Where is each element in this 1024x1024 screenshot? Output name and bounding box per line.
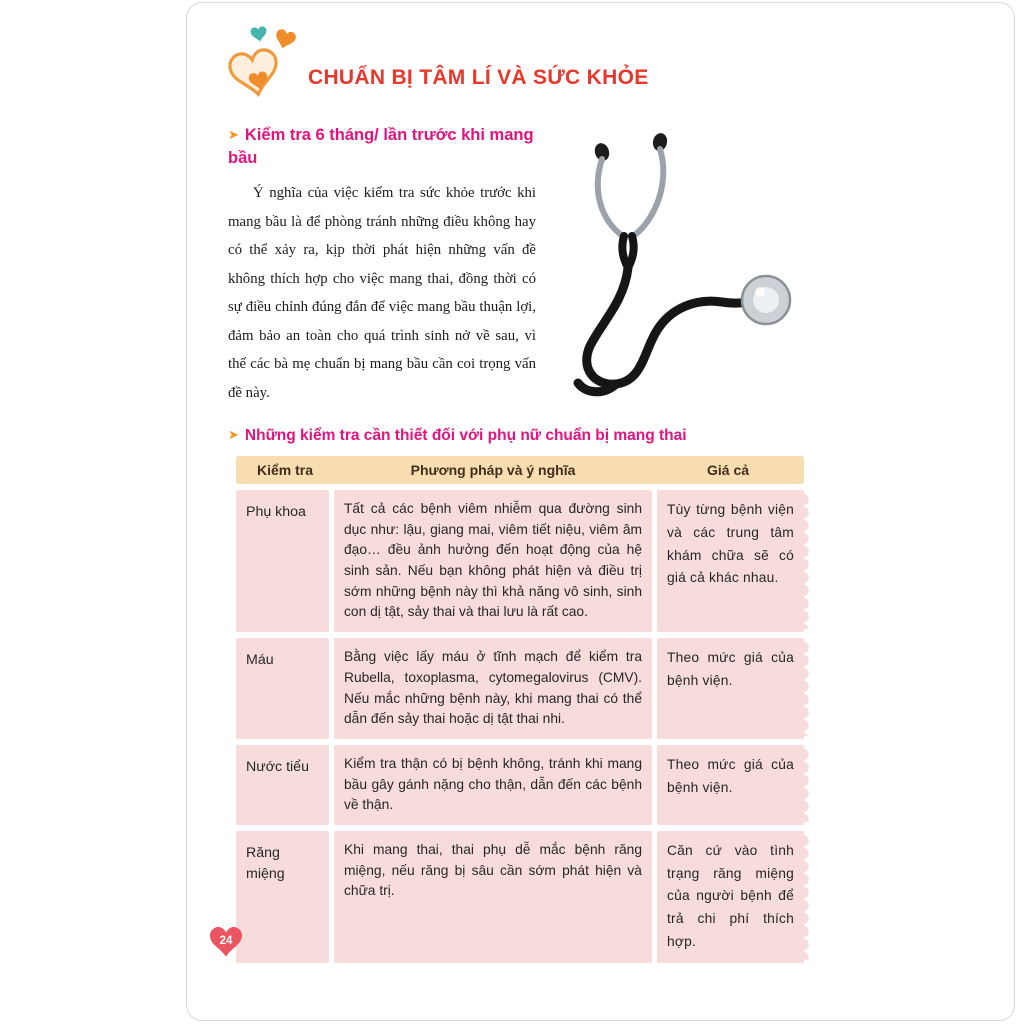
arrow-bullet-icon: ➤ bbox=[228, 427, 239, 442]
table-header-price: Giá cả bbox=[706, 462, 750, 478]
stethoscope-image bbox=[544, 132, 800, 400]
table-row bbox=[236, 638, 804, 739]
table-row bbox=[236, 490, 804, 632]
table-header-method: Phương pháp và ý nghĩa bbox=[410, 462, 576, 478]
section-heading-checkup-label: Kiểm tra 6 tháng/ lần trước khi mang bầu bbox=[228, 126, 534, 167]
hearts-decoration-icon bbox=[220, 24, 310, 118]
stethoscope-column bbox=[536, 124, 808, 400]
arrow-bullet-icon: ➤ bbox=[228, 127, 239, 142]
cell-method: Kiểm tra thận có bị bệnh không, tránh khi mang bầu gây gánh nặng cho thận, dẫn đến các bệnh về thận. bbox=[334, 745, 652, 825]
masthead bbox=[228, 22, 808, 124]
page-title: CHUẨN BỊ TÂM LÍ VÀ SỨC KHỎE bbox=[308, 66, 649, 89]
section-heading-checkup bbox=[228, 124, 536, 170]
tests-table bbox=[236, 456, 804, 963]
cell-method: Bằng việc lấy máu ở tĩnh mạch để kiểm tra Rubella, toxoplasma, cytomegalovirus (CMV). Nếu mắc những bệnh này, khi mang thai có thể dẫn đến sảy thai hoặc dị tật thai nhi. bbox=[334, 638, 652, 739]
section-heading-tests bbox=[228, 427, 808, 445]
table-row bbox=[236, 831, 804, 963]
intro-columns bbox=[228, 124, 808, 407]
cell-price: Tùy từng bệnh viện và các trung tâm khám chữa sẽ có giá cả khác nhau. bbox=[657, 490, 804, 632]
page-number: 24 bbox=[219, 935, 233, 947]
heart-badge-icon bbox=[206, 924, 246, 962]
table-header-test: Kiểm tra bbox=[256, 462, 314, 478]
page-content bbox=[228, 22, 808, 963]
cell-test-name: Máu bbox=[236, 638, 329, 739]
page-number-badge bbox=[206, 924, 246, 967]
table-row bbox=[236, 745, 804, 825]
table-header-row bbox=[236, 456, 804, 484]
intro-paragraph: Ý nghĩa của việc kiểm tra sức khỏe trước khi mang bầu là để phòng tránh những điều không hay có thể xảy ra, kịp thời phát hiện những vấn đề không thích hợp cho việc mang thai, đồng thời có sự điều chỉnh đúng đắn để việc mang bầu thuận lợi, đảm bảo an toàn cho quá trình sinh nở về sau, vì thế các bà mẹ chuẩn bị mang bầu cần coi trọng vấn đề này. bbox=[228, 185, 536, 401]
cell-price: Theo mức giá của bệnh viện. bbox=[657, 745, 804, 825]
cell-method: Khi mang thai, thai phụ dễ mắc bệnh răng miệng, nếu răng bị sâu cần sớm phát hiện và chữa trị. bbox=[334, 831, 652, 963]
cell-test-name: Nước tiểu bbox=[236, 745, 329, 825]
cell-method: Tất cả các bệnh viêm nhiễm qua đường sinh dục như: lậu, giang mai, viêm tiết niệu, viêm âm đạo… đều ảnh hưởng đến hoạt động của hệ sinh sản. Nếu bạn không phát hiện và điều trị sớm những bệnh này thì khả năng vô sinh, sinh con dị tật, sảy thai và thai lưu là rất cao. bbox=[334, 490, 652, 632]
cell-test-name: Răng miệng bbox=[236, 831, 329, 963]
cell-price: Theo mức giá của bệnh viện. bbox=[657, 638, 804, 739]
intro-text-column bbox=[228, 124, 536, 407]
section-heading-tests-label: Những kiểm tra cần thiết đối với phụ nữ chuẩn bị mang thai bbox=[244, 427, 687, 444]
cell-test-name: Phụ khoa bbox=[236, 490, 329, 632]
cell-price: Căn cứ vào tình trạng răng miệng của người bệnh để trả chi phí thích hợp. bbox=[657, 831, 804, 963]
